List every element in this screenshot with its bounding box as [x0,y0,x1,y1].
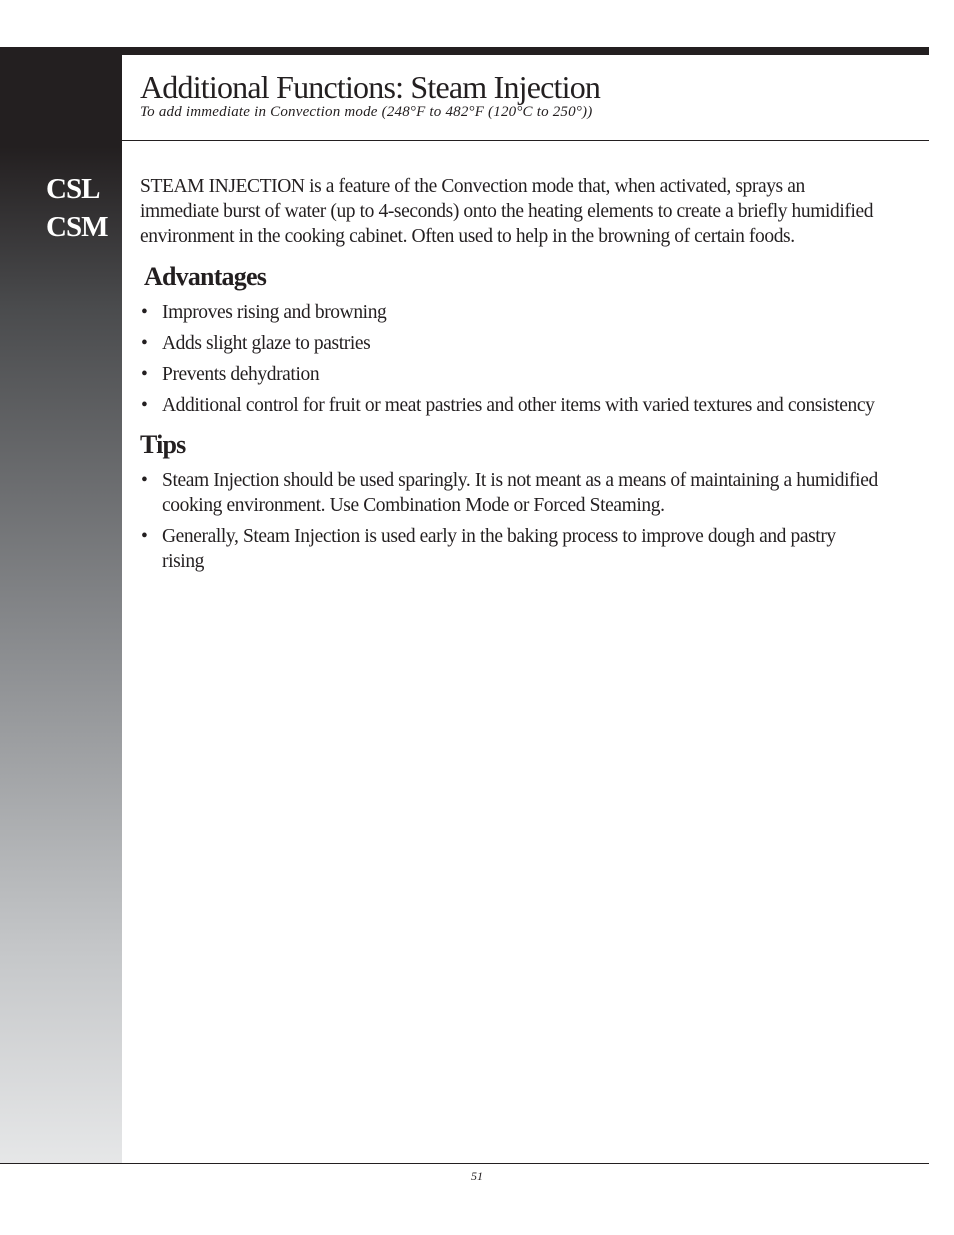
bullet-icon: • [141,470,148,491]
page-number: 51 [471,1169,483,1183]
model-labels [46,170,107,246]
list-item [140,362,880,387]
list-item-text: Prevents dehydration [162,364,320,385]
list-item [140,468,880,518]
main-content [140,174,880,580]
list-item-text: Improves rising and browning [162,302,387,323]
bullet-icon: • [141,395,148,416]
page-title: Additional Functions: Steam Injection [140,69,601,105]
title-divider [122,140,929,141]
list-item [140,524,880,574]
bullet-icon: • [141,526,148,547]
model-label-csl: CSL [46,173,100,205]
intro-paragraph: STEAM INJECTION is a feature of the Convection mode that, when activated, sprays an immediate burst of water (up to 4-seconds) onto the heating elements to create a briefly humidified environment in the cooking cabinet. Often used to help in the browning of certain foods. [140,176,874,247]
page-subtitle: To add immediate in Convection mode (248°F to 482°F (120°C to 250°)) [140,104,593,120]
list-item-text: Adds slight glaze to pastries [162,333,371,354]
top-bar [0,47,929,55]
bullet-icon: • [141,302,148,323]
list-item [140,331,880,356]
advantages-heading: Advantages [144,262,267,291]
tips-heading: Tips [140,430,186,459]
footer-divider [0,1163,929,1164]
advantages-list [140,300,880,418]
list-item-text: Additional control for fruit or meat pastries and other items with varied textures and consistency [162,395,875,416]
bullet-icon: • [141,333,148,354]
list-item-text: Steam Injection should be used sparingly. It is not meant as a means of maintaining a humidified cooking environment. Use Combination Mode or Forced Steaming. [162,470,878,516]
list-item-text: Generally, Steam Injection is used early in the baking process to improve dough and pastry rising [162,526,836,572]
list-item [140,300,880,325]
tips-list [140,468,880,574]
model-label-csm: CSM [46,211,108,243]
bullet-icon: • [141,364,148,385]
list-item [140,393,880,418]
